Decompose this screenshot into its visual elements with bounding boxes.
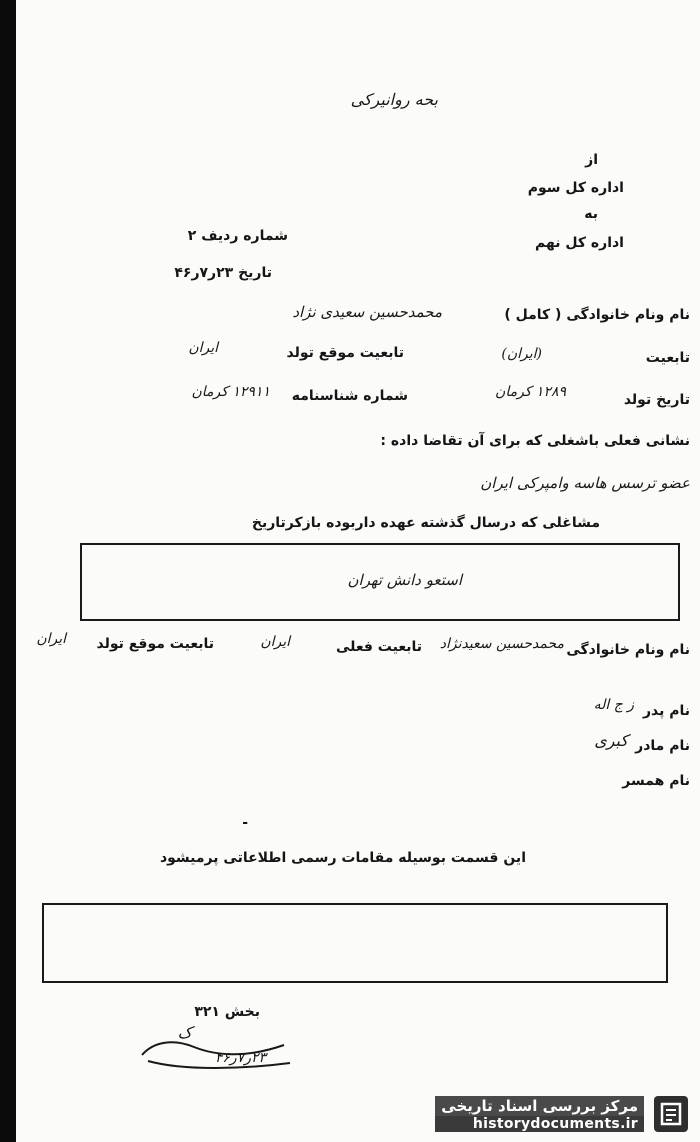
address-label: نشانی فعلی باشغلی که برای آن تقاضا داده : <box>380 433 690 449</box>
mother-label: نام مادر <box>635 738 690 754</box>
nationality-birth-label: تابعیت موقع تولد <box>286 345 404 361</box>
archive-logo-icon <box>652 1094 690 1134</box>
person-line-name: محمدحسین سعیدنژاد <box>439 636 564 652</box>
past-jobs-label: مشاغلی که درسال گذشته عهده داربوده بازکرتاریخ <box>251 515 600 531</box>
nationality-label: تابعیت <box>645 350 690 366</box>
father-value: ز ج اله <box>593 697 634 713</box>
fullname-label: نام ونام خانوادگی ( کامل ) <box>504 307 690 323</box>
separator-dash: - <box>242 815 248 831</box>
watermark <box>435 1094 690 1134</box>
person-line-birthnat: ایران <box>36 631 66 647</box>
to-dept: اداره کل نهم <box>535 235 624 251</box>
mother-value: کبری <box>594 731 628 750</box>
fullname-value: محمدحسین سعیدی نژاد <box>292 303 442 321</box>
address-value: عضو ترسس هاسه وامپرکی ایران <box>480 474 690 492</box>
father-label: نام پدر <box>642 703 690 719</box>
spouse-label: نام همسر <box>622 773 690 789</box>
scan-edge <box>0 0 16 1142</box>
from-dept: اداره کل سوم <box>527 180 624 196</box>
classification-mark: بحه روانیرکی <box>350 90 438 109</box>
id-value: ۱۲۹۱۱ کرمان <box>191 384 270 400</box>
section-number: بخش ۳۲۱ <box>194 1004 260 1020</box>
from-label: از <box>585 152 598 168</box>
past-jobs-value: استعو دانش تهران <box>347 571 462 589</box>
watermark-url: historydocuments.ir <box>435 1116 644 1132</box>
signature-mark: ک <box>177 1023 192 1042</box>
row-number: شماره ردیف ۲ <box>187 228 288 244</box>
nationality-birth-value: ایران <box>188 340 218 356</box>
birthdate-value: ۱۲۸۹ کرمان <box>495 384 566 400</box>
id-label: شماره شناسنامه <box>291 388 408 404</box>
nationality-value: (ایران) <box>501 346 542 362</box>
signature-date: ۲۳ر۷ر۴۶ <box>214 1050 266 1066</box>
letter-date: تاریخ ۲۳ر۷ر۴۶ <box>174 265 272 281</box>
person-line-label3: تابعیت موقع تولد <box>96 636 214 652</box>
official-note: این قسمت بوسیله مقامات رسمی اطلاعاتی پرمیشود <box>159 850 526 866</box>
watermark-title: مرکز بررسی اسناد تاریخی <box>435 1096 644 1116</box>
official-box <box>42 903 668 983</box>
past-jobs-box <box>80 543 680 621</box>
birthdate-label: تاریخ تولد <box>623 392 690 408</box>
to-label: به <box>584 206 598 222</box>
person-line-nat: ایران <box>260 634 290 650</box>
document-page <box>16 0 700 1142</box>
person-line-label2: تابعیت فعلی <box>335 639 422 655</box>
person-line-label1: نام ونام خانوادگی <box>566 642 690 658</box>
